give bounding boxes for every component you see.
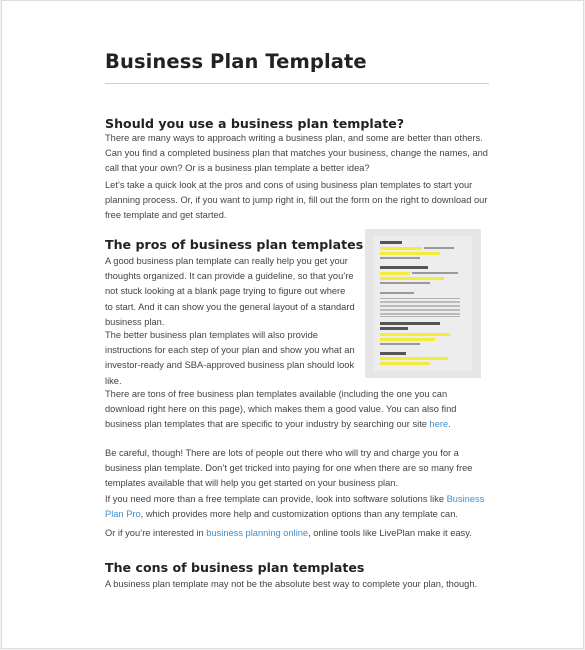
- pros-paragraph-6-text: Or if you’re interested in: [105, 528, 207, 538]
- intro-paragraph-2: Let’s take a quick look at the pros and cons of using business plan templates to start your planning process. Or, if you want to jump right in, fill out the form on the right to download our free template and get started.: [105, 180, 488, 221]
- cons-paragraph-1: A business plan template may not be the absolute best way to complete your plan, though.: [105, 579, 478, 589]
- template-preview-image: [365, 229, 481, 378]
- page-title: Business Plan Template: [105, 50, 367, 73]
- section-heading-pros: The pros of business plan templates: [105, 237, 364, 252]
- pros-paragraph-5-end: , which provides more help and customization options than any template can.: [140, 509, 458, 520]
- business-planning-online-link[interactable]: business planning online: [206, 528, 309, 538]
- pros-paragraph-5: [105, 492, 489, 522]
- intro-paragraph: There are many ways to approach writing a business plan, and some are better than others. Can you find a completed business plan that matches your business, change the names, and call that your own? Or is a business plan template a better idea?: [105, 133, 488, 174]
- pros-paragraph-3: [105, 387, 487, 433]
- here-link[interactable]: here: [429, 419, 449, 430]
- pros-paragraph-2: The better business plan templates will also provide instructions for each step of your plan and show you what an investor-ready and SBA-approved business plan should look like.: [105, 330, 355, 386]
- section-heading-cons: The cons of business plan templates: [105, 560, 365, 575]
- pros-paragraph-5-text: If you need more than a free template can provide, look into software solutions like: [105, 494, 447, 504]
- pros-paragraph-3-text: There are tons of free business plan templates available (including the one you can download right here on this page), which makes them a good value. You can also find business plan templates that are specific to your industry by searching our site: [105, 389, 457, 430]
- section-heading-should-use: Should you use a business plan template?: [105, 116, 405, 131]
- pros-paragraph-4: Be careful, though! There are lots of people out there who will try and charge you for a business plan template. Don’t get tricked into paying for one when there are so many free templates available that will help you get started on your business plan.: [105, 448, 473, 489]
- pros-paragraph-1: A good business plan template can really help you get your thoughts organized. It can provide a guideline, so that you’re not stuck looking at a blank page trying to figure out where to start. And it can show you the general layout of a standard business plan.: [105, 256, 355, 327]
- title-divider: [105, 83, 489, 84]
- pros-paragraph-6-end: , online tools like LivePlan make it easy.: [308, 528, 472, 538]
- pros-paragraph-3-end: .: [448, 419, 451, 430]
- business-plan-pro-link[interactable]: Business Plan Pro: [105, 494, 485, 520]
- pros-paragraph-6: [105, 526, 489, 541]
